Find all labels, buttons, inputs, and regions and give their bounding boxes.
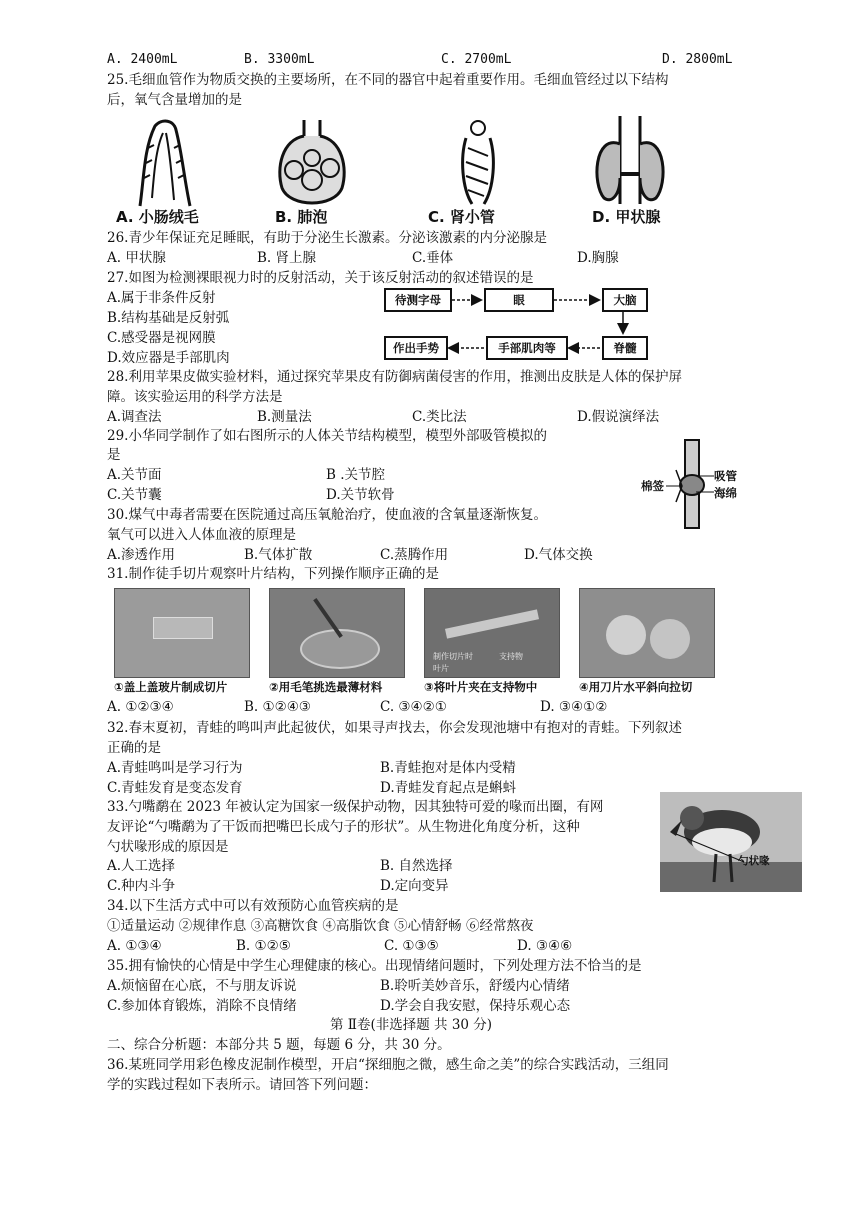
q25-stem-line1: 25.毛细血管作为物质交换的主要场所，在不同的器官中起着重要作用。毛细血管经过以下结构 xyxy=(107,72,669,88)
q25-option-c: C. 肾小管 xyxy=(428,208,495,226)
joint-label-straw: 吸管 xyxy=(714,469,737,483)
q28-option-c: C.类比法 xyxy=(412,409,467,425)
q33-option-a: A.人工选择 xyxy=(107,858,176,874)
joint-label-cotton-swab: 棉签 xyxy=(641,479,664,493)
q30-option-a: A.渗透作用 xyxy=(107,547,176,563)
q35-option-b: B.聆听美妙音乐，舒缓内心情绪 xyxy=(380,978,570,994)
q28-option-b: B.测量法 xyxy=(257,409,312,425)
q33-stem-line3: 勺状喙形成的原因是 xyxy=(107,839,229,855)
q34-option-b: B. ①②⑤ xyxy=(236,938,291,954)
q31-photo-3-label-a: 制作切片时 xyxy=(433,652,473,661)
q28-option-d: D.假说演绎法 xyxy=(577,409,660,425)
flow-node-eye: 眼 xyxy=(484,288,554,312)
q32-option-d: D.青蛙发育起点是蝌蚪 xyxy=(380,780,517,796)
q27-option-c: C.感受器是视网膜 xyxy=(107,330,216,346)
flow-node-gesture: 作出手势 xyxy=(384,336,448,360)
part2-section-heading: 二、综合分析题：本部分共 5 题，每题 6 分，共 30 分。 xyxy=(107,1037,451,1053)
q26-option-b: B. 肾上腺 xyxy=(257,250,317,266)
q32-option-a: A.青蛙鸣叫是学习行为 xyxy=(107,760,243,776)
q24-option-b: B. 3300mL xyxy=(244,52,315,67)
intestinal-villus-figure xyxy=(130,118,200,208)
q29-stem-line1: 29.小华同学制作了如右图所示的人体关节结构模型，模型外部吸管模拟的 xyxy=(107,428,547,444)
flow-arrows xyxy=(380,284,650,364)
spoon-billed-sandpiper-photo xyxy=(660,792,802,892)
flow-node-hand-muscle: 手部肌肉等 xyxy=(486,336,568,360)
alveolus-figure xyxy=(272,118,352,210)
q30-option-b: B.气体扩散 xyxy=(244,547,313,563)
q34-option-a: A. ①③④ xyxy=(107,938,162,954)
q35-option-d: D.学会自我安慰，保持乐观心态 xyxy=(380,998,571,1014)
q25-option-b: B. 肺泡 xyxy=(275,208,328,226)
q26-option-a: A. 甲状腺 xyxy=(107,250,166,266)
q31-photo-3-label-c: 叶片 xyxy=(433,664,449,673)
q32-option-b: B.青蛙抱对是体内受精 xyxy=(380,760,516,776)
q31-caption-3: ③将叶片夹在支持物中 xyxy=(424,680,538,694)
q34-option-d: D. ③④⑥ xyxy=(517,938,573,954)
q31-option-d: D. ③④①② xyxy=(540,699,608,715)
flow-node-spinal-cord: 脊髓 xyxy=(602,336,648,360)
spoon-beak-label: 勺状喙 xyxy=(738,855,770,867)
q31-caption-4: ④用刀片水平斜向拉切 xyxy=(579,680,693,694)
q31-photo-4 xyxy=(579,588,715,678)
q25-option-d: D. 甲状腺 xyxy=(592,208,661,226)
q25-option-a: A. 小肠绒毛 xyxy=(116,208,199,226)
q26-option-d: D.胸腺 xyxy=(577,250,619,266)
q31-photo-1 xyxy=(114,588,250,678)
q34-statements: ①适量运动 ②规律作息 ③高糖饮食 ④高脂饮食 ⑤心情舒畅 ⑥经常熬夜 xyxy=(107,918,534,934)
q32-stem-line2: 正确的是 xyxy=(107,740,161,756)
q33-option-b: B. 自然选择 xyxy=(380,858,453,874)
q31-caption-1: ①盖上盖玻片制成切片 xyxy=(114,680,228,694)
q26-stem: 26.青少年保证充足睡眠，有助于分泌生长激素。分泌该激素的内分泌腺是 xyxy=(107,230,547,246)
q25-stem-line2: 后，氧气含量增加的是 xyxy=(107,92,242,108)
q33-stem-line2: 友评论“勺嘴鹬为了干饭而把嘴巴长成勺子的形状”。从生物进化角度分析，这种 xyxy=(107,819,580,835)
q31-photo-3 xyxy=(424,588,560,678)
q27-option-a: A.属于非条件反射 xyxy=(107,290,216,306)
q27-option-b: B.结构基础是反射弧 xyxy=(107,310,230,326)
q28-stem-line2: 障。该实验运用的科学方法是 xyxy=(107,389,283,405)
q32-stem-line1: 32.春末夏初，青蛙的鸣叫声此起彼伏，如果寻声找去，你会发现池塘中有抱对的青蛙。下列叙述 xyxy=(107,720,682,736)
flow-node-brain: 大脑 xyxy=(602,288,648,312)
q26-option-c: C.垂体 xyxy=(412,250,454,266)
q30-stem-line1: 30.煤气中毒者需要在医院通过高压氧舱治疗，使血液的含氧量逐渐恢复。 xyxy=(107,507,547,523)
q27-stem: 27.如图为检测裸眼视力时的反射活动，关于该反射活动的叙述错误的是 xyxy=(107,270,534,286)
q28-option-a: A.调查法 xyxy=(107,409,162,425)
q31-photo-2 xyxy=(269,588,405,678)
q29-option-d: D.关节软骨 xyxy=(326,487,395,503)
thyroid-figure xyxy=(590,114,670,209)
q29-option-a: A.关节面 xyxy=(107,467,162,483)
joint-label-lines xyxy=(666,472,716,496)
q30-option-c: C.蒸腾作用 xyxy=(380,547,449,563)
q34-option-c: C. ①③⑤ xyxy=(384,938,439,954)
q29-stem-line2: 是 xyxy=(107,447,121,463)
q35-stem: 35.拥有愉快的心情是中学生心理健康的核心。出现情绪问题时，下列处理方法不恰当的是 xyxy=(107,958,642,974)
q30-stem-line2: 氧气可以进入人体血液的原理是 xyxy=(107,527,296,543)
q36-stem-line1: 36.某班同学用彩色橡皮泥制作模型，开启“探细胞之微，感生命之美”的综合实践活动，三组同 xyxy=(107,1057,669,1073)
q24-option-d: D. 2800mL xyxy=(662,52,733,67)
q31-option-b: B. ①②④③ xyxy=(244,699,311,715)
joint-label-sponge: 海绵 xyxy=(714,486,737,500)
q27-option-d: D.效应器是手部肌肉 xyxy=(107,350,230,366)
part2-title: 第 Ⅱ卷(非选择题 共 30 分) xyxy=(330,1017,493,1033)
flow-node-letters: 待测字母 xyxy=(384,288,452,312)
q35-option-c: C.参加体育锻炼，消除不良情绪 xyxy=(107,998,297,1014)
q29-option-b: B .关节腔 xyxy=(326,467,386,483)
q36-stem-line2: 学的实践过程如下表所示。请回答下列问题： xyxy=(107,1077,377,1093)
q24-option-a: A. 2400mL xyxy=(107,52,178,67)
q31-stem: 31.制作徒手切片观察叶片结构，下列操作顺序正确的是 xyxy=(107,566,439,582)
q32-option-c: C.青蛙发育是变态发育 xyxy=(107,780,243,796)
q31-option-a: A. ①②③④ xyxy=(107,699,174,715)
q33-stem-line1: 33.勺嘴鹬在 2023 年被认定为国家一级保护动物，因其独特可爱的喙而出圈，有网 xyxy=(107,799,604,815)
q30-option-d: D.气体交换 xyxy=(524,547,593,563)
q31-option-c: C. ③④②① xyxy=(380,699,447,715)
q31-caption-2: ②用毛笔挑选最薄材料 xyxy=(269,680,383,694)
q31-photo-3-label-b: 支持物 xyxy=(499,652,523,661)
q24-option-c: C. 2700mL xyxy=(441,52,512,67)
q34-stem: 34.以下生活方式中可以有效预防心血管疾病的是 xyxy=(107,898,399,914)
renal-tubule-figure xyxy=(448,118,508,208)
q35-option-a: A.烦恼留在心底，不与朋友诉说 xyxy=(107,978,297,994)
q33-option-d: D.定向变异 xyxy=(380,878,449,894)
q28-stem-line1: 28.利用苹果皮做实验材料，通过探究苹果皮有防御病菌侵害的作用，推测出皮肤是人体的保护屏 xyxy=(107,369,682,385)
q29-option-c: C.关节囊 xyxy=(107,487,162,503)
q33-option-c: C.种内斗争 xyxy=(107,878,176,894)
